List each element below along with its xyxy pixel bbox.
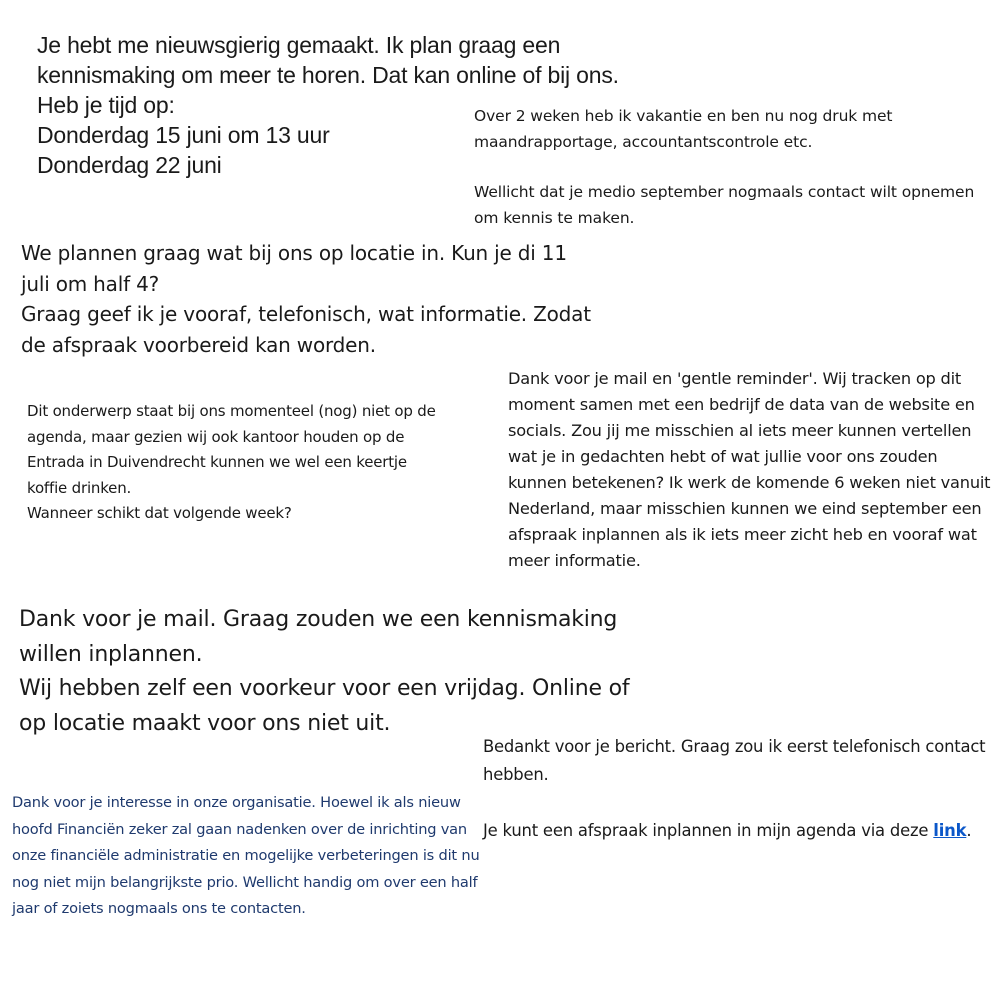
reply-snippet-8 xyxy=(12,790,482,923)
text-line: juli om half 4? xyxy=(21,271,160,296)
reply-snippet-6 xyxy=(19,603,659,741)
reply-snippet-4 xyxy=(508,366,998,574)
reply-snippet-3 xyxy=(21,238,641,360)
text-line: koffie drinken. xyxy=(27,478,132,497)
text-line: Donderdag 22 juni xyxy=(37,152,222,178)
text-line: op locatie maakt voor ons niet uit. xyxy=(19,710,391,736)
paragraph xyxy=(483,817,993,845)
text-line: de afspraak voorbereid kan worden. xyxy=(21,332,376,357)
text-line: kennismaking om meer te horen. Dat kan online of bij ons. xyxy=(37,62,619,88)
paragraph: Over 2 weken heb ik vakantie en ben nu nog druk met maandrapportage, accountantscontrole etc. xyxy=(474,107,893,151)
paragraph: Dank voor je interesse in onze organisatie. Hoewel ik als nieuw hoofd Financiën zeker zal gaan nadenken over de inrichting van onze financiële administratie en mogelijke verbeteringen is dit nu nog niet mijn belangrijkste prio. Wellicht handig om over een half jaar of zoiets nogmaals ons te contacten. xyxy=(12,794,480,917)
paragraph-punctuation: . xyxy=(966,821,972,840)
paragraph: Dank voor je mail en 'gentle reminder'. Wij tracken op dit moment samen met een bedrijf de data van de website en socials. Zou jij me misschien al iets meer kunnen vertellen wat je in gedachten hebt of wat jullie voor ons zouden kunnen betekenen? Ik werk de komende 6 weken niet vanuit Nederland, maar misschien kunnen we eind september een afspraak inplannen als ik iets meer zicht heb en vooraf wat meer informatie. xyxy=(508,369,991,570)
text-line: Dit onderwerp staat bij ons momenteel (nog) niet op de xyxy=(27,402,436,420)
text-line: Donderdag 15 juni om 13 uur xyxy=(37,122,330,148)
text-line: agenda, maar gezien wij ook kantoor houden op de xyxy=(27,427,405,446)
text-line: Graag geef ik je vooraf, telefonisch, wat informatie. Zodat xyxy=(21,302,591,326)
text-line: Wanneer schikt dat volgende week? xyxy=(27,504,292,522)
text-line: Entrada in Duivendrecht kunnen we wel een keertje xyxy=(27,453,407,471)
text-line: Dank voor je mail. Graag zouden we een kennismaking xyxy=(19,607,618,632)
paragraph: Wellicht dat je medio september nogmaals contact wilt opnemen om kennis te maken. xyxy=(474,183,975,227)
agenda-link[interactable]: link xyxy=(933,821,967,840)
text-line: willen inplannen. xyxy=(19,641,203,667)
reply-snippet-5 xyxy=(27,399,497,527)
paragraph: Bedankt voor je bericht. Graag zou ik eerst telefonisch contact hebben. xyxy=(483,737,986,784)
text-line: Je hebt me nieuwsgierig gemaakt. Ik plan graag een xyxy=(37,32,561,58)
text-line: We plannen graag wat bij ons op locatie in. Kun je di 11 xyxy=(21,241,567,265)
paragraph-text: Je kunt een afspraak inplannen in mijn agenda via deze xyxy=(483,821,934,840)
reply-snippet-2 xyxy=(474,104,994,231)
text-line: Heb je tijd op: xyxy=(37,92,175,118)
reply-snippet-7 xyxy=(483,733,993,845)
text-line: Wij hebben zelf een voorkeur voor een vrijdag. Online of xyxy=(19,676,630,701)
